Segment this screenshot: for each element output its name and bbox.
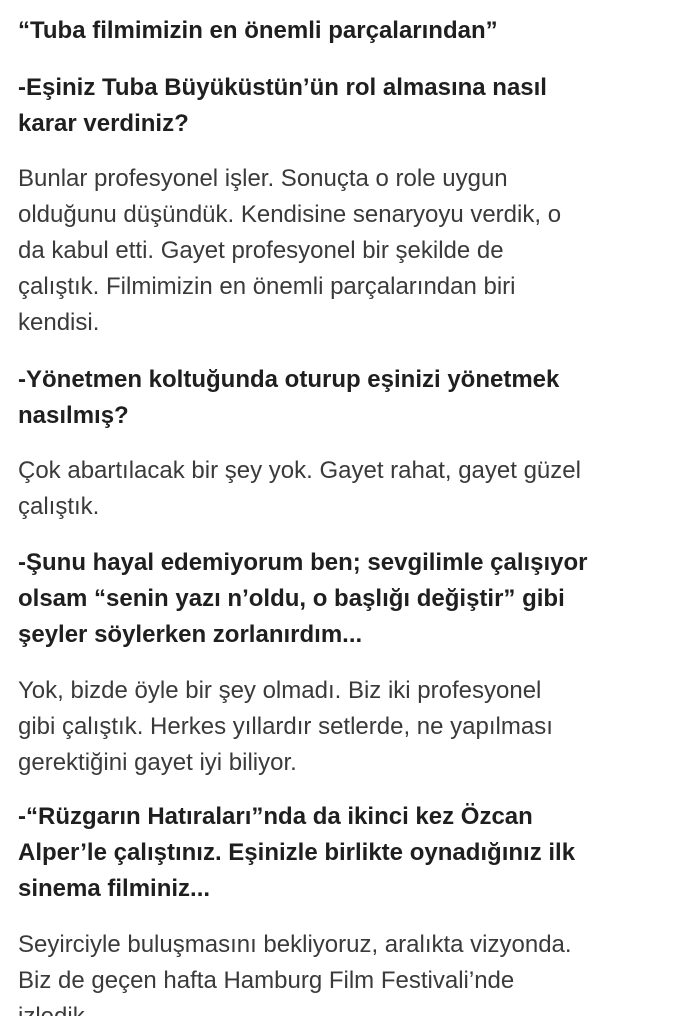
section-heading [18,13,498,49]
question-line: olsam “senin yazı n’oldu, o başlığı değiştir” gibi [18,585,565,612]
answer-line: çalıştık. [18,493,100,520]
answer-line: Seyirciyle buluşmasını bekliyoruz, aralıkta vizyonda. [18,931,572,958]
answer-line: Yok, bizde öyle bir şey olmadı. Biz iki profesyonel [18,677,542,704]
answer-line: Biz de geçen hafta Hamburg Film Festivali’nde [18,967,515,994]
question-line: karar verdiniz? [18,110,189,137]
interview-answer [18,161,561,341]
interview-question [18,70,547,142]
answer-line: da kabul etti. Gayet profesyonel bir şekilde de [18,237,504,264]
question-line: sinema filminiz... [18,875,211,902]
question-line: Alper’le çalıştınız. Eşinizle birlikte oynadığınız ilk [18,839,576,866]
answer-line: gerektiğini gayet iyi biliyor. [18,749,297,776]
question-line: -Şunu hayal edemiyorum ben; sevgilimle çalışıyor [18,549,588,576]
heading-line: “Tuba filmimizin en önemli parçalarından” [18,17,498,44]
question-line: -Yönetmen koltuğunda oturup eşinizi yönetmek [18,366,560,393]
interview-answer [18,673,553,781]
question-line: -“Rüzgarın Hatıraları”nda da ikinci kez Özcan [18,803,533,830]
interview-answer [18,453,581,525]
screenshot-bottom-edge [0,1016,677,1024]
question-line: şeyler söylerken zorlanırdım... [18,621,363,648]
answer-line: olduğunu düşündük. Kendisine senaryoyu verdik, o [18,201,562,228]
interview-question [18,545,588,653]
question-line: nasılmış? [18,402,129,429]
answer-line: kendisi. [18,309,100,336]
answer-line: Bunlar profesyonel işler. Sonuçta o role uygun [18,165,508,192]
question-line: -Eşiniz Tuba Büyüküstün’ün rol almasına nasıl [18,74,547,101]
answer-line: çalıştık. Filmimizin en önemli parçalarından biri [18,273,516,300]
answer-line: Çok abartılacak bir şey yok. Gayet rahat, gayet güzel [18,457,581,484]
interview-question [18,799,575,907]
interview-question [18,362,559,434]
answer-line: gibi çalıştık. Herkes yıllardır setlerde, ne yapılması [18,713,553,740]
